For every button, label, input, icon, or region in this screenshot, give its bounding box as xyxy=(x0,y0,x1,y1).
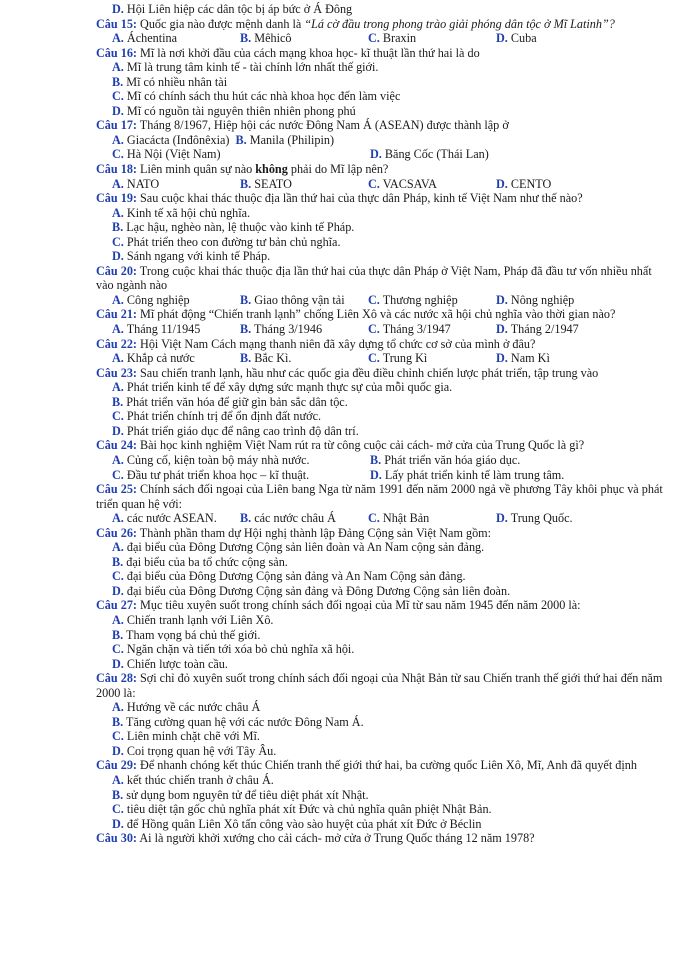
options-row xyxy=(96,322,667,337)
option-a: A. Chiến tranh lạnh với Liên Xô. xyxy=(112,612,274,627)
option-b: B. Bắc Kì. xyxy=(240,351,292,366)
options-row xyxy=(96,453,667,468)
question-label: Câu 22: xyxy=(96,336,137,351)
option-c: C. Mĩ có chính sách thu hút các nhà khoa học đến làm việc xyxy=(112,89,401,104)
option-b: B. Phát triển văn hóa giáo dục. xyxy=(370,452,521,467)
question-label: Câu 25: xyxy=(96,482,137,497)
option-a: A. Tháng 11/1945 xyxy=(112,322,201,337)
option-c: C. đại biểu của Đông Dương Cộng sản đảng và An Nam Cộng sản đảng. xyxy=(112,569,466,584)
option-b: B. Mĩ có nhiều nhân tài xyxy=(112,74,228,89)
option-c: C. Thương nghiệp xyxy=(368,292,458,307)
option-d: D. Mĩ có nguồn tài nguyên thiên nhiên phong phú xyxy=(112,103,356,118)
option-d: D. đại biểu của Đông Dương Cộng sản đảng và Đông Dương Cộng sản liên đoàn. xyxy=(112,583,511,598)
question-label: Câu 24: xyxy=(96,438,137,453)
question-text-italic: “Lá cờ đầu trong phong trào giải phóng dân tộc ở Mĩ Latinh”? xyxy=(304,16,615,31)
options-row: A. Giacácta (Inđônêxia) B. Manila (Philipin) xyxy=(112,132,335,147)
option-text: Hội Liên hiệp các dân tộc bị áp bức ở Á Đông xyxy=(126,2,353,16)
question-label: Câu 29: xyxy=(96,758,137,773)
option-a: A. Công nghiệp xyxy=(112,292,190,307)
option-b: B. Tăng cường quan hệ với các nước Đông Nam Á. xyxy=(112,714,364,729)
option-a: A. Kinh tế xã hội chủ nghĩa. xyxy=(112,205,251,220)
option-c: C. Phát triển chính trị để ổn định đất nước. xyxy=(112,409,322,424)
question-text: Mục tiêu xuyên suốt trong chính sách đối ngoại của Mĩ từ sau năm 1945 đến năm 2000 là: xyxy=(140,598,581,613)
question-text: Trong cuộc khai thác thuộc địa lần thứ hai của thực dân Pháp ở Việt Nam, Pháp đã đầu tư vốn nhiều nhất vào ngành nào xyxy=(96,263,652,293)
option-d: D. Chiến lược toàn cầu. xyxy=(112,656,228,671)
option-c: C. Braxin xyxy=(368,31,417,46)
options-row xyxy=(96,511,667,526)
question-label: Câu 27: xyxy=(96,598,137,613)
option-d: D. Nam Kì xyxy=(496,351,550,366)
question-label: Câu 16: xyxy=(96,45,137,60)
options-row xyxy=(96,147,667,162)
question-text: Chính sách đối ngoại của Liên bang Nga từ năm 1991 đến năm 2000 ngả về phương Tây khôi phục và phát triển quan hệ với: xyxy=(96,482,663,511)
options-row xyxy=(96,351,667,366)
question-18: Câu 18: Liên minh quân sự nào không phải do Mĩ lập nên? xyxy=(96,162,389,177)
question-text: Mĩ là nơi khởi đầu của cách mạng khoa học- kĩ thuật lần thứ hai là do xyxy=(140,45,480,60)
question-text: Ai là người khởi xướng cho cải cách- mở cửa ở Trung Quốc tháng 12 năm 1978? xyxy=(139,831,535,846)
option-c: C. Ngăn chặn và tiến tới xóa bỏ chủ nghĩa xã hội. xyxy=(112,642,355,657)
option-c: C. Phát triển theo con đường tư bản chủ nghĩa. xyxy=(112,234,341,249)
option-a: A. Khắp cả nước xyxy=(112,351,195,366)
question-text: Sau cuộc khai thác thuộc địa lần thứ hai của thực dân Pháp, kinh tế Việt Nam như thế nào? xyxy=(140,191,583,206)
question-label: Câu 15: xyxy=(96,16,137,31)
option-letter: D. xyxy=(112,2,124,16)
option-a: A. Hướng về các nước châu Á xyxy=(112,700,261,715)
option-d: D. CENTO xyxy=(496,176,552,191)
option-d: D. Lấy phát triển kinh tế làm trung tâm. xyxy=(370,467,565,482)
question-26 xyxy=(96,526,667,541)
question-24 xyxy=(96,438,667,453)
question-text: Bài học kinh nghiệm Việt Nam rút ra từ công cuộc cải cách- mở cửa của Trung Quốc là gì? xyxy=(140,438,585,453)
option-b: B. Mêhicô xyxy=(240,31,292,46)
option-c: C. Tháng 3/1947 xyxy=(368,322,451,337)
option-b: B. các nước châu Á xyxy=(240,511,336,526)
question-28 xyxy=(96,671,667,700)
option-c: C. Trung Kì xyxy=(368,351,428,366)
question-30 xyxy=(96,831,667,846)
question-label: Câu 30: xyxy=(96,831,137,846)
option-line xyxy=(96,2,667,17)
option-c: C. Nhật Bản xyxy=(368,511,430,526)
question-25 xyxy=(96,482,667,511)
question-29 xyxy=(96,758,667,773)
question-text: Mĩ phát động “Chiến tranh lạnh” chống Liên Xô và các nước xã hội chủ nghĩa vào thời gian nào? xyxy=(140,307,616,322)
question-text: Tháng 8/1967, Hiệp hội các nước Đông Nam Á (ASEAN) được thành lập ở xyxy=(139,118,509,133)
options-row xyxy=(96,468,667,483)
option-d: D. Phát triển giáo dục để nâng cao trình độ dân trí. xyxy=(112,423,359,438)
option-b: B. đại biểu của ba tổ chức cộng sản. xyxy=(112,554,288,569)
question-20 xyxy=(96,264,667,293)
question-23 xyxy=(96,366,667,381)
option-d: D. Tháng 2/1947 xyxy=(496,322,579,337)
option-b: B. SEATO xyxy=(240,176,292,191)
option-c: C. VACSAVA xyxy=(368,176,437,191)
option-d: D. Nông nghiệp xyxy=(496,292,575,307)
question-text: Để nhanh chóng kết thúc Chiến tranh thế giới thứ hai, ba cường quốc Liên Xô, Mĩ, Anh đã quyết định xyxy=(140,758,637,773)
option-c: C. tiêu diệt tận gốc chủ nghĩa phát xít Đức và chủ nghĩa quân phiệt Nhật Bản. xyxy=(112,802,492,817)
option-b: B. Tháng 3/1946 xyxy=(240,322,323,337)
option-d: D. Trung Quốc. xyxy=(496,511,573,526)
option-a: A. NATO xyxy=(112,176,160,191)
option-b: B. Phát triển văn hóa để giữ gìn bản sắc dân tộc. xyxy=(112,394,348,409)
option-b: B. Giao thông vận tải xyxy=(240,292,345,307)
question-label: Câu 20: xyxy=(96,263,137,278)
option-b: B. sử dụng bom nguyên tử để tiêu diệt phát xít Nhật. xyxy=(112,787,369,802)
option-b: B. Tham vọng bá chủ thế giới. xyxy=(112,627,261,642)
options-row xyxy=(96,31,667,46)
question-label: Câu 18: xyxy=(96,162,137,177)
question-16 xyxy=(96,46,667,61)
option-a: A. Mĩ là trung tâm kinh tế - tài chính lớn nhất thế giới. xyxy=(112,60,379,75)
question-27 xyxy=(96,598,667,613)
option-d: D. Băng Cốc (Thái Lan) xyxy=(370,147,489,162)
option-b: B. Lạc hậu, nghèo nàn, lệ thuộc vào kinh tế Pháp. xyxy=(112,220,355,235)
question-text: Sau chiến tranh lạnh, hầu như các quốc gia đều điều chỉnh chiến lược phát triển, tập trung vào xyxy=(140,365,599,380)
question-label: Câu 23: xyxy=(96,365,137,380)
option-c: C. Liên minh chặt chẽ với Mĩ. xyxy=(112,729,260,744)
question-15 xyxy=(96,17,667,32)
options-row xyxy=(96,293,667,308)
option-a: A. Phát triển kinh tế để xây dựng sức mạnh thực sự của mỗi quốc gia. xyxy=(112,380,453,395)
option-a: A. Áchentina xyxy=(112,31,177,46)
question-17 xyxy=(96,118,667,133)
question-text: Sợi chỉ đỏ xuyên suốt trong chính sách đối ngoại của Nhật Bản từ sau Chiến tranh thế giới thứ hai đến năm 2000 là: xyxy=(96,671,663,700)
option-c: C. Hà Nội (Việt Nam) xyxy=(112,147,221,162)
option-c: C. Đầu tư phát triển khoa học – kĩ thuật. xyxy=(112,467,310,482)
option-d: D. Sánh ngang với kinh tế Pháp. xyxy=(112,249,271,264)
question-label: Câu 19: xyxy=(96,191,137,206)
question-text: Quốc gia nào được mệnh danh là xyxy=(140,16,305,31)
question-text: Hội Việt Nam Cách mạng thanh niên đã xây dựng tổ chức cơ sở của mình ở đâu? xyxy=(140,336,536,351)
options-row xyxy=(96,177,667,192)
option-d: D. Cuba xyxy=(496,31,537,46)
option-a: A. kết thúc chiến tranh ở châu Á. xyxy=(112,772,274,787)
option-d: D. để Hồng quân Liên Xô tấn công vào sào huyệt của phát xít Đức ở Béclin xyxy=(112,816,482,831)
question-22 xyxy=(96,337,667,352)
option-a: A. đại biểu của Đông Dương Cộng sản liên đoàn và An Nam cộng sản đảng. xyxy=(112,540,485,555)
question-label: Câu 26: xyxy=(96,525,137,540)
option-a: A. các nước ASEAN. xyxy=(112,511,217,526)
question-label: Câu 28: xyxy=(96,671,137,686)
option-d: D. Coi trọng quan hệ với Tây Âu. xyxy=(112,743,277,758)
question-text: Thành phần tham dự Hội nghị thành lập Đảng Cộng sản Việt Nam gồm: xyxy=(139,525,492,540)
question-label: Câu 17: xyxy=(96,118,137,133)
option-a: A. Củng cố, kiện toàn bộ máy nhà nước. xyxy=(112,452,310,467)
question-21 xyxy=(96,307,667,322)
question-19 xyxy=(96,191,667,206)
question-label: Câu 21: xyxy=(96,307,137,322)
